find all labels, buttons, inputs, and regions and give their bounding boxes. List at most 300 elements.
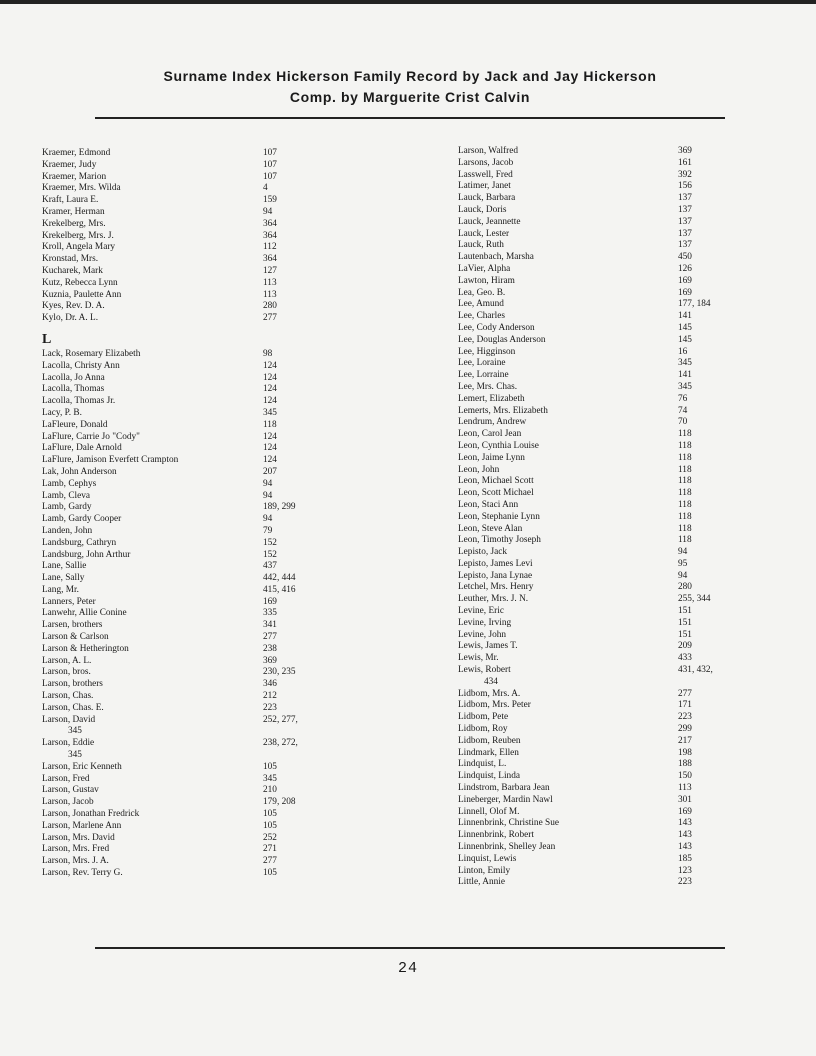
entry-name: Linnenbrink, Shelley Jean [458, 842, 556, 853]
entry-pages: 137 [678, 193, 692, 204]
index-entry [458, 500, 758, 512]
entry-name: Kronstad, Mrs. [42, 254, 99, 265]
entry-name: Lidbom, Reuben [458, 735, 521, 746]
entry-name: Kucharek, Mark [42, 265, 103, 276]
entry-pages: 299 [678, 724, 692, 735]
entry-pages: 94 [263, 206, 273, 217]
entry-pages: 169 [678, 806, 692, 817]
entry-name: Lauck, Jeannette [458, 216, 521, 227]
entry-name: Kramer, Herman [42, 206, 105, 217]
index-entry [458, 276, 758, 288]
entry-name: Lemert, Elizabeth [458, 393, 525, 404]
index-column-left [42, 148, 372, 880]
index-entry [458, 524, 758, 536]
entry-pages: 450 [678, 252, 692, 263]
entry-name: Linnenbrink, Christine Sue [458, 818, 559, 829]
entry-pages: 143 [678, 842, 692, 853]
index-entry [42, 585, 372, 597]
index-entry [458, 594, 758, 606]
index-entry [42, 608, 372, 620]
entry-pages: 118 [678, 464, 692, 475]
index-entry [458, 288, 758, 300]
entry-pages: 210 [263, 785, 277, 796]
entry-name: Landen, John [42, 525, 93, 536]
index-entry [458, 818, 758, 830]
entry-name: Lee, Lorraine [458, 370, 509, 381]
entry-pages: 105 [263, 809, 277, 820]
header-title: Surname Index Hickerson Family Record by Jack and Jay Hickerson [163, 68, 657, 84]
index-entry [42, 868, 372, 880]
index-entry [42, 172, 372, 184]
entry-name: Lacolla, Jo Anna [42, 372, 105, 383]
entry-name: Larson & Carlson [42, 632, 109, 643]
entry-pages: 118 [678, 476, 692, 487]
index-entry [42, 797, 372, 809]
entry-pages: 124 [263, 431, 277, 442]
index-entry [42, 313, 372, 325]
entry-pages: 277 [678, 688, 692, 699]
entry-name: Lanwehr, Allie Conine [42, 608, 127, 619]
entry-name: Lee, Charles [458, 311, 505, 322]
entry-name: Larson, Mrs. David [42, 832, 115, 843]
index-entry [458, 170, 758, 182]
entry-name: LaVier, Alpha [458, 263, 511, 274]
index-entry [42, 148, 372, 160]
index-entry [458, 347, 758, 359]
entry-pages: 217 [678, 735, 692, 746]
entry-name: Kraemer, Edmond [42, 148, 111, 158]
index-entry [458, 229, 758, 241]
entry-pages: 345 [263, 407, 277, 418]
index-entry [458, 323, 758, 335]
entry-pages: 112 [263, 242, 277, 253]
entry-name: Lacolla, Thomas [42, 384, 105, 395]
entry-name: Levine, John [458, 629, 507, 640]
index-entry [42, 762, 372, 774]
entry-name: Linquist, Lewis [458, 853, 517, 864]
entry-pages: 198 [678, 747, 692, 758]
entry-name: Lacy, P. B. [42, 407, 82, 418]
entry-pages: 151 [678, 617, 692, 628]
entry-pages: 171 [678, 700, 692, 711]
index-entry [42, 597, 372, 609]
entry-name: Lauck, Lester [458, 228, 510, 239]
entry-name: Lang, Mr. [42, 584, 79, 595]
entry-pages: 223 [678, 877, 692, 888]
index-entry [458, 842, 758, 854]
entry-pages: 437 [263, 561, 277, 572]
index-entry [42, 479, 372, 491]
index-entry [458, 370, 758, 382]
header-rule [95, 117, 725, 119]
entry-pages: 145 [678, 322, 692, 333]
index-entry [458, 689, 758, 701]
entry-name: Larson, bros. [42, 667, 91, 678]
entry-pages: 126 [678, 263, 692, 274]
index-entry [458, 252, 758, 264]
entry-name: Lee, Douglas Anderson [458, 334, 546, 345]
entry-pages: 118 [678, 440, 692, 451]
entry-name: Lee, Loraine [458, 358, 506, 369]
index-entry [458, 335, 758, 347]
entry-pages: 94 [678, 570, 688, 581]
entry-name: Landsburg, Cathryn [42, 537, 117, 548]
index-entry [458, 771, 758, 783]
entry-pages: 238, 272, [263, 738, 298, 749]
index-entry [42, 644, 372, 656]
entry-name: Leon, Stephanie Lynn [458, 511, 540, 522]
entry-pages: 185 [678, 853, 692, 864]
index-entry [42, 183, 372, 195]
entry-name: Larson, Fred [42, 773, 90, 784]
index-entry [42, 455, 372, 467]
entry-name: Lemerts, Mrs. Elizabeth [458, 405, 548, 416]
entry-name: Lamb, Gardy Cooper [42, 514, 122, 525]
entry-name: Lak, John Anderson [42, 466, 117, 477]
entry-pages: 346 [263, 679, 277, 690]
entry-name: Lea, Geo. B. [458, 287, 506, 298]
entry-name: Lauck, Barbara [458, 193, 516, 204]
entry-pages: 277 [263, 632, 277, 643]
index-entry [458, 240, 758, 252]
entry-pages: 124 [263, 372, 277, 383]
section-letter: L [42, 331, 52, 347]
entry-pages: 151 [678, 606, 692, 617]
index-entry [458, 453, 758, 465]
entry-name: Leon, Carol Jean [458, 429, 522, 440]
index-entry [42, 160, 372, 172]
entry-pages: 252, 277, [263, 714, 298, 725]
entry-name: Lepisto, Jana Lynae [458, 570, 533, 581]
index-entry [42, 856, 372, 868]
entry-name: Larson, Mrs. J. A. [42, 856, 109, 867]
entry-name: Linton, Emily [458, 865, 511, 876]
entry-pages: 94 [263, 490, 273, 501]
entry-pages: 156 [678, 181, 692, 192]
entry-pages: 113 [678, 783, 692, 794]
entry-name: Latimer, Janet [458, 181, 511, 192]
entry-name: Leon, Cynthia Louise [458, 440, 539, 451]
entry-name: LaFlure, Dale Arnold [42, 443, 122, 454]
entry-name: LaFleure, Donald [42, 419, 108, 430]
entry-name: Lane, Sallie [42, 561, 87, 572]
entry-pages: 223 [263, 702, 277, 713]
entry-pages: 113 [263, 289, 277, 300]
entry-name: Larson, Jacob [42, 797, 94, 808]
entry-pages: 95 [678, 558, 688, 569]
entry-pages: 152 [263, 537, 277, 548]
index-entry [458, 582, 758, 594]
entry-pages: 271 [263, 844, 277, 855]
entry-name: Larson & Hetherington [42, 643, 129, 654]
index-entry [42, 785, 372, 797]
entry-name: LaFlure, Jamison Everfett Crampton [42, 455, 179, 466]
entry-pages: 238 [263, 643, 277, 654]
entry-pages: 118 [263, 419, 277, 430]
index-entry [42, 301, 372, 313]
index-entry [458, 193, 758, 205]
entry-name: Lacolla, Thomas Jr. [42, 396, 116, 407]
entry-pages: 345 [678, 381, 692, 392]
entry-pages-continued: 434 [484, 676, 498, 687]
index-entry [458, 618, 758, 630]
entry-name: Leon, Michael Scott [458, 476, 534, 487]
entry-pages: 364 [263, 230, 277, 241]
entry-name: Lautenbach, Marsha [458, 252, 534, 263]
entry-name: Lidbom, Pete [458, 712, 509, 723]
index-entry [458, 641, 758, 653]
index-entry [42, 396, 372, 408]
entry-pages: 70 [678, 417, 688, 428]
entry-pages: 150 [678, 771, 692, 782]
index-entry [42, 703, 372, 715]
index-entry [458, 807, 758, 819]
index-entry [458, 264, 758, 276]
index-entry [42, 278, 372, 290]
entry-pages: 74 [678, 405, 688, 416]
entry-pages: 280 [678, 582, 692, 593]
entry-name: Levine, Irving [458, 617, 512, 628]
page-number: 24 [397, 960, 418, 977]
entry-pages: 159 [263, 195, 277, 206]
index-entry [458, 748, 758, 760]
entry-name: Larson, David [42, 714, 96, 725]
entry-name: Lee, Amund [458, 299, 504, 310]
entry-pages: 177, 184 [678, 299, 711, 310]
entry-name: Lewis, Mr. [458, 653, 499, 664]
entry-pages: 79 [263, 525, 273, 536]
entry-name: Kutz, Rebecca Lynn [42, 277, 118, 288]
index-entry [458, 512, 758, 524]
index-entry [42, 266, 372, 278]
index-entry [458, 205, 758, 217]
index-entry [42, 538, 372, 550]
entry-name: Lasswell, Fred [458, 169, 513, 180]
index-entry [42, 491, 372, 503]
entry-pages: 369 [678, 146, 692, 156]
index-entry [42, 207, 372, 219]
entry-name: Kraemer, Marion [42, 171, 107, 182]
entry-pages: 137 [678, 204, 692, 215]
entry-name: Kraemer, Mrs. Wilda [42, 183, 121, 194]
entry-name: Lamb, Gardy [42, 502, 92, 513]
entry-pages: 105 [263, 761, 277, 772]
entry-pages: 223 [678, 712, 692, 723]
entry-pages: 341 [263, 620, 277, 631]
entry-pages-continued: 345 [68, 726, 82, 737]
entry-pages: 107 [263, 148, 277, 158]
index-entry [458, 783, 758, 795]
entry-pages: 124 [263, 360, 277, 371]
index-entry [42, 408, 372, 420]
entry-name: Lack, Rosemary Elizabeth [42, 348, 141, 359]
index-entry [42, 738, 372, 750]
index-entry [458, 571, 758, 583]
entry-name: Linnell, Olof M. [458, 806, 520, 817]
entry-name: Lamb, Cephys [42, 478, 97, 489]
entry-name: Larson, Rev. Terry G. [42, 868, 123, 879]
index-entry [458, 441, 758, 453]
index-entry [42, 526, 372, 538]
entry-pages: 179, 208 [263, 797, 296, 808]
footer-rule [95, 947, 725, 949]
entry-name: Larson, Chas. E. [42, 702, 104, 713]
entry-name: Letchel, Mrs. Henry [458, 582, 534, 593]
entry-name: Linnenbrink, Robert [458, 830, 534, 841]
entry-name: Larsons, Jacob [458, 157, 514, 168]
index-entry [458, 406, 758, 418]
entry-pages: 280 [263, 301, 277, 312]
entry-name: Lidbom, Roy [458, 724, 508, 735]
index-entry [42, 715, 372, 727]
entry-pages: 415, 416 [263, 584, 296, 595]
index-entry [42, 443, 372, 455]
index-entry [458, 854, 758, 866]
entry-name: Lane, Sally [42, 573, 85, 584]
index-entry [458, 866, 758, 878]
entry-name: Kyes, Rev. D. A. [42, 301, 105, 312]
entry-name: Leon, Timothy Joseph [458, 535, 541, 546]
page-header [95, 66, 725, 108]
entry-name: Lamb, Cleva [42, 490, 91, 501]
index-entry [42, 821, 372, 833]
entry-pages: 161 [678, 157, 692, 168]
entry-pages: 4 [263, 183, 268, 194]
entry-pages: 431, 432, [678, 665, 713, 676]
index-entry [458, 417, 758, 429]
entry-name: Kylo, Dr. A. L. [42, 313, 99, 324]
entry-pages: 230, 235 [263, 667, 296, 678]
entry-pages: 301 [678, 794, 692, 805]
entry-name: Larson, brothers [42, 679, 103, 690]
index-entry [42, 361, 372, 373]
index-entry [42, 373, 372, 385]
entry-name: Levine, Eric [458, 606, 504, 617]
entry-name: Kraft, Laura E. [42, 195, 99, 206]
entry-pages: 145 [678, 334, 692, 345]
index-entry [42, 561, 372, 573]
index-entry [458, 146, 758, 158]
entry-name: Larson, Eric Kenneth [42, 761, 122, 772]
entry-pages: 118 [678, 523, 692, 534]
entry-pages: 94 [263, 514, 273, 525]
entry-pages: 252 [263, 832, 277, 843]
entry-name: Lineberger, Mardin Nawl [458, 794, 553, 805]
header-subtitle: Comp. by Marguerite Crist Calvin [289, 89, 531, 105]
index-entry [42, 679, 372, 691]
index-entry [42, 242, 372, 254]
index-entry [42, 573, 372, 585]
entry-pages: 277 [263, 313, 277, 324]
index-entry [42, 844, 372, 856]
entry-pages: 118 [678, 535, 692, 546]
entry-pages: 335 [263, 608, 277, 619]
index-entry [458, 700, 758, 712]
index-entry [42, 467, 372, 479]
entry-name: Lauck, Ruth [458, 240, 504, 251]
entry-pages: 189, 299 [263, 502, 296, 513]
index-entry [458, 158, 758, 170]
entry-name: Lewis, James T. [458, 641, 518, 652]
entry-name: Leon, John [458, 464, 500, 475]
index-entry [458, 429, 758, 441]
entry-name: Lacolla, Christy Ann [42, 360, 120, 371]
entry-name: Lanners, Peter [42, 596, 96, 607]
entry-name: Larson, Walfred [458, 146, 519, 156]
index-entry [42, 691, 372, 703]
entry-pages: 124 [263, 384, 277, 395]
entry-pages: 94 [678, 547, 688, 558]
entry-pages: 433 [678, 653, 692, 664]
entry-pages: 345 [263, 773, 277, 784]
entry-name: Lepisto, Jack [458, 547, 508, 558]
index-column-right [458, 146, 758, 889]
entry-pages: 169 [678, 275, 692, 286]
entry-pages: 137 [678, 216, 692, 227]
entry-pages: 188 [678, 759, 692, 770]
index-entry [42, 502, 372, 514]
index-entry [458, 547, 758, 559]
index-entry [42, 667, 372, 679]
entry-name: Landsburg, John Arthur [42, 549, 131, 560]
index-entry [458, 877, 758, 889]
entry-name: Kroll, Angela Mary [42, 242, 116, 253]
index-entry [42, 432, 372, 444]
entry-name: Larson, Chas. [42, 691, 94, 702]
index-entry [42, 349, 372, 361]
entry-pages: 105 [263, 868, 277, 879]
entry-pages: 118 [678, 488, 692, 499]
entry-pages: 169 [678, 287, 692, 298]
entry-name: Lindquist, L. [458, 759, 507, 770]
entry-name: Lidbom, Mrs. Peter [458, 700, 531, 711]
index-entry [42, 420, 372, 432]
entry-pages: 151 [678, 629, 692, 640]
index-entry [42, 231, 372, 243]
index-entry [458, 665, 758, 677]
entry-name: Lewis, Robert [458, 665, 511, 676]
entry-name: Larson, Mrs. Fred [42, 844, 110, 855]
entry-pages: 141 [678, 370, 692, 381]
entry-name: Lindquist, Linda [458, 771, 520, 782]
entry-name: Krekelberg, Mrs. J. [42, 230, 114, 241]
entry-name: Lawton, Hiram [458, 275, 515, 286]
index-entry [42, 550, 372, 562]
index-entry [458, 736, 758, 748]
entry-name: Kraemer, Judy [42, 159, 97, 170]
index-entry [458, 724, 758, 736]
entry-name: Leon, Steve Alan [458, 523, 523, 534]
entry-pages: 105 [263, 820, 277, 831]
entry-name: Larson, Jonathan Fredrick [42, 809, 140, 820]
entry-pages: 364 [263, 254, 277, 265]
entry-pages: 16 [678, 346, 688, 357]
entry-name: Lindstrom, Barbara Jean [458, 783, 550, 794]
index-entry [458, 559, 758, 571]
entry-name: Lee, Higginson [458, 346, 516, 357]
entry-name: Larsen, brothers [42, 620, 103, 631]
entry-name: Kuznia, Paulette Ann [42, 289, 122, 300]
index-entry [42, 384, 372, 396]
entry-pages: 207 [263, 466, 277, 477]
entry-pages: 107 [263, 171, 277, 182]
entry-name: Lepisto, James Levi [458, 558, 533, 569]
entry-name: Larson, Marlene Ann [42, 820, 122, 831]
entry-pages: 98 [263, 348, 273, 359]
top-edge-bar [0, 0, 816, 4]
entry-pages: 107 [263, 159, 277, 170]
entry-name: Lidbom, Mrs. A. [458, 688, 521, 699]
